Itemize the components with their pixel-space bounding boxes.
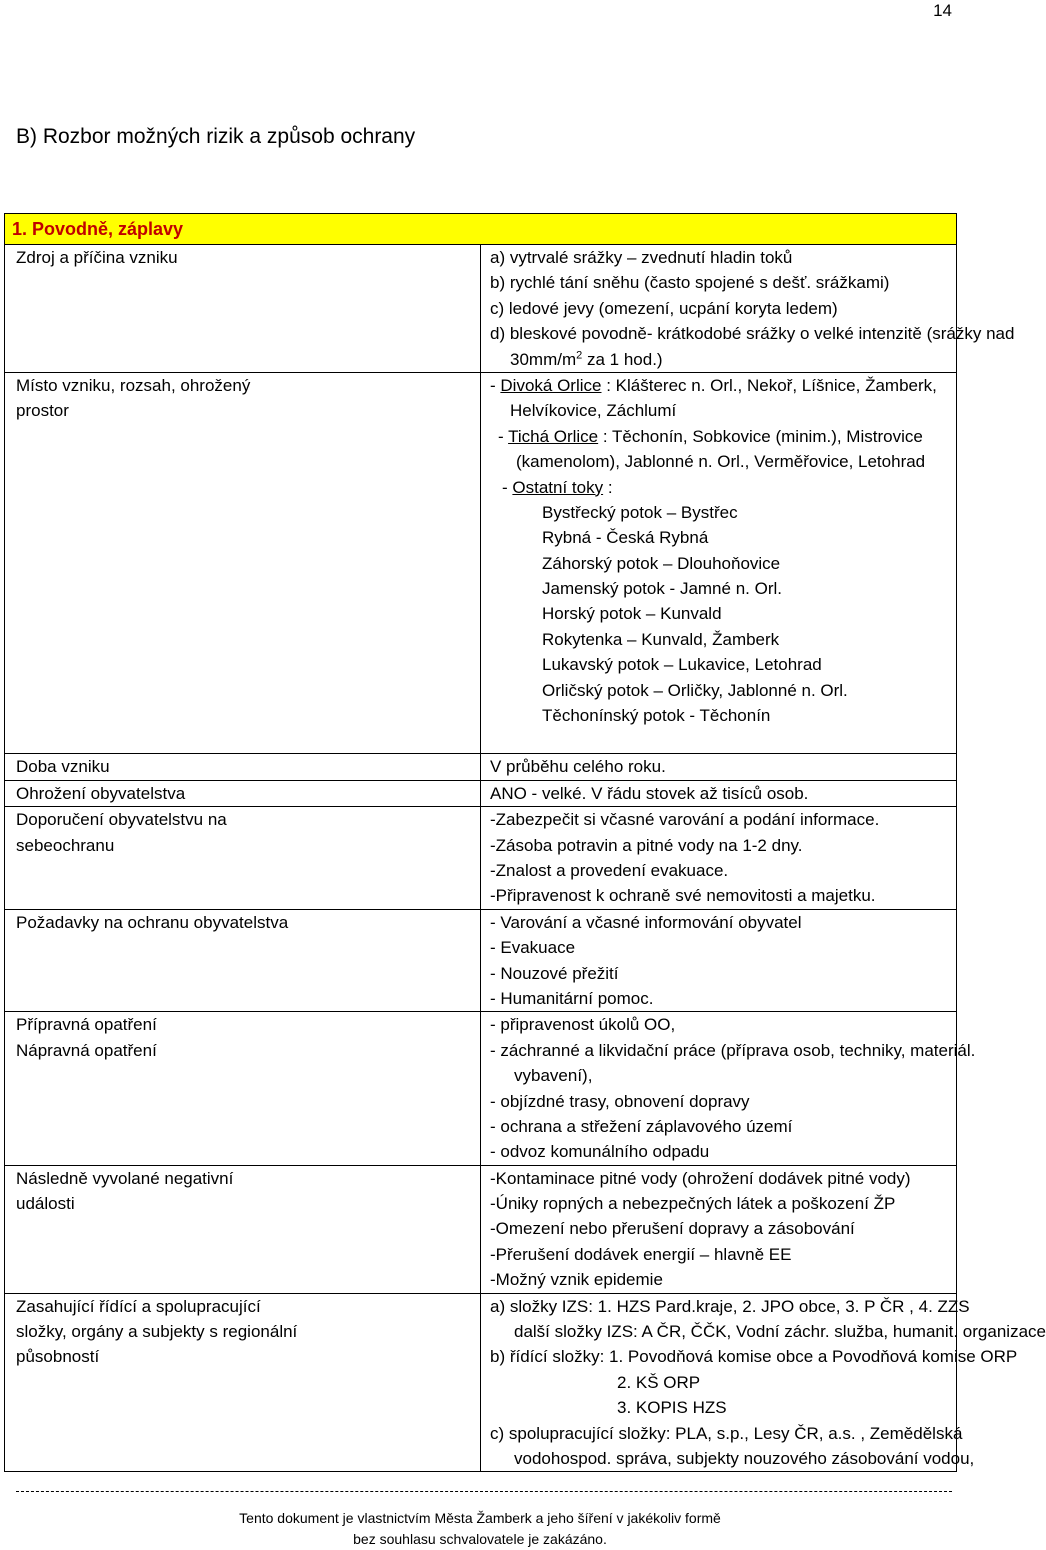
requirement-item: - Evakuace xyxy=(490,938,576,958)
stream-item: Horský potok – Kunvald xyxy=(542,604,722,624)
component-line: c) spolupracující složky: PLA, s.p., Lesy ČR, a.s. , Zemědělská xyxy=(490,1423,963,1443)
row-value-cell xyxy=(481,245,1015,373)
place-label: prostor xyxy=(16,401,69,421)
measure-item: - připravenost úkolů OO, xyxy=(490,1015,676,1035)
stream-item: Jamenský potok - Jamné n. Orl. xyxy=(542,579,782,599)
spacer xyxy=(490,728,956,753)
components-label: Zasahující řídící a spolupracující xyxy=(16,1296,261,1316)
table-row xyxy=(5,245,957,373)
recommend-label: Doporučení obyvatelstvu na xyxy=(16,810,227,830)
row-value-cell xyxy=(481,1165,957,1293)
river-name: Divoká Orlice xyxy=(500,375,602,395)
components-label: působností xyxy=(16,1347,100,1367)
ostatni-toky-line xyxy=(490,475,956,500)
divoka-orlice-line xyxy=(490,373,956,398)
table-row xyxy=(5,909,957,1012)
table-row xyxy=(5,1012,957,1165)
duration-value: V průběhu celého roku. xyxy=(490,757,666,777)
source-label: Zdroj a příčina vzniku xyxy=(16,248,178,267)
footer xyxy=(0,1508,960,1550)
stream-item: Rokytenka – Kunvald, Žamberk xyxy=(542,629,780,649)
requirement-item: - Humanitární pomoc. xyxy=(490,988,654,1008)
row-value-cell xyxy=(481,780,957,806)
consequence-item: -Úniky ropných a nebezpečných látek a poškození ŽP xyxy=(490,1194,896,1214)
measures-label: Nápravná opatření xyxy=(16,1040,157,1060)
section-heading: B) Rozbor možných rizik a způsob ochrany xyxy=(16,125,416,148)
consequences-label: události xyxy=(16,1194,75,1214)
recommend-item: -Připravenost k ochraně své nemovitosti a majetku. xyxy=(490,886,876,906)
ticha-orlice-line xyxy=(490,424,956,449)
threat-value: ANO - velké. V řádu stovek až tisíců osob. xyxy=(490,783,809,803)
source-line xyxy=(490,347,956,372)
requirements-label: Požadavky na ochranu obyvatelstva xyxy=(16,912,289,932)
row-value-cell xyxy=(481,754,957,780)
recommend-item: -Zabezpečit si včasné varování a podání informace. xyxy=(490,810,880,830)
measure-item-cont: vybavení), xyxy=(514,1066,593,1086)
row-label-cell xyxy=(5,1165,481,1293)
recommend-item: -Zásoba potravin a pitné vody na 1-2 dny. xyxy=(490,835,803,855)
table-row xyxy=(5,1293,957,1472)
consequences-label: Následně vyvolané negativní xyxy=(16,1168,234,1188)
threat-label: Ohrožení obyvatelstva xyxy=(16,783,186,803)
row-label-cell xyxy=(5,245,481,373)
row-label-cell xyxy=(5,1293,481,1472)
page-number: 14 xyxy=(933,1,952,20)
source-line: d) bleskové povodně- krátkodobé srážky o velké intenzitě (srážky nad xyxy=(490,324,1015,344)
risk-table xyxy=(4,213,1046,1472)
requirement-item: - Varování a včasné informování obyvatel xyxy=(490,912,802,932)
source-line: a) vytrvalé srážky – zvednutí hladin toků xyxy=(490,248,793,267)
row-label-cell xyxy=(5,754,481,780)
stream-item: Lukavský potok – Lukavice, Letohrad xyxy=(542,655,822,675)
table-title: 1. Povodně, záplavy xyxy=(12,219,184,239)
row-label-cell xyxy=(5,372,481,753)
row-label-cell xyxy=(5,807,481,910)
list-dash: - xyxy=(490,375,501,395)
table-row xyxy=(5,807,957,910)
consequence-item: -Možný vznik epidemie xyxy=(490,1270,663,1290)
recommend-item: -Znalost a provedení evakuace. xyxy=(490,860,729,880)
component-line: 2. KŠ ORP xyxy=(617,1372,701,1392)
consequence-item: -Omezení nebo přerušení dopravy a zásobování xyxy=(490,1219,855,1239)
measure-item: - objízdné trasy, obnovení dopravy xyxy=(490,1091,750,1111)
footer-line: Tento dokument je vlastnictvím Města Žamberk a jeho šíření v jakékoliv formě xyxy=(239,1510,721,1526)
rain-unit-exponent: 2 xyxy=(576,348,583,361)
requirement-item: - Nouzové přežití xyxy=(490,963,619,983)
recommend-label: sebeochranu xyxy=(16,835,115,855)
row-value-cell xyxy=(481,1012,976,1165)
consequence-item: -Kontaminace pitné vody (ohrožení dodávek pitné vody) xyxy=(490,1168,911,1188)
river-name: Tichá Orlice xyxy=(508,426,599,446)
row-label-cell xyxy=(5,1012,481,1165)
measure-item: - ochrana a střežení záplavového území xyxy=(490,1116,793,1136)
table-title-row xyxy=(5,214,957,245)
ticha-orlice-cont: (kamenolom), Jablonné n. Orl., Verměřovice, Letohrad xyxy=(516,452,926,472)
component-line: 3. KOPIS HZS xyxy=(617,1398,727,1418)
component-line: další složky IZS: A ČR, ČČK, Vodní záchr. služba, humanit. organizace xyxy=(514,1322,1046,1342)
river-places: : Klášterec n. Orl., Nekoř, Líšnice, Žamberk, xyxy=(601,375,937,395)
row-value-cell xyxy=(481,1293,1046,1472)
component-line: vodohospod. správa, subjekty nouzového zásobování vodou, xyxy=(514,1448,975,1468)
river-name: Ostatní toky xyxy=(512,477,604,497)
river-places: : Těchonín, Sobkovice (minim.), Mistrovice xyxy=(598,426,923,446)
consequence-item: -Přerušení dodávek energií – hlavně EE xyxy=(490,1244,792,1264)
row-label-cell xyxy=(5,780,481,806)
row-label-cell xyxy=(5,909,481,1012)
table-row xyxy=(5,754,957,780)
place-label: Místo vzniku, rozsah, ohrožený xyxy=(16,375,251,395)
source-line: c) ledové jevy (omezení, ucpání koryta ledem) xyxy=(490,298,838,318)
rain-unit-rest: za 1 hod.) xyxy=(582,349,663,369)
source-line: b) rychlé tání sněhu (často spojené s dešť. srážkami) xyxy=(490,273,890,293)
components-label: složky, orgány a subjekty s regionální xyxy=(16,1322,298,1342)
river-places: : xyxy=(603,477,613,497)
list-dash: - xyxy=(502,477,513,497)
footer-divider xyxy=(16,1491,952,1492)
table-row xyxy=(5,372,957,753)
stream-item: Rybná - Česká Rybná xyxy=(542,528,709,548)
component-line: a) složky IZS: 1. HZS Pard.kraje, 2. JPO obce, 3. P ČR , 4. ZZS xyxy=(490,1296,970,1316)
stream-item: Těchonínský potok - Těchonín xyxy=(542,706,771,726)
row-value-cell xyxy=(481,909,957,1012)
row-value-cell xyxy=(481,372,957,753)
rain-unit: 30mm/m xyxy=(510,349,577,369)
measure-item: - záchranné a likvidační práce (příprava osob, techniky, materiál. xyxy=(490,1040,976,1060)
divoka-orlice-cont: Helvíkovice, Záchlumí xyxy=(510,401,677,421)
row-value-cell xyxy=(481,807,957,910)
measures-label: Přípravná opatření xyxy=(16,1015,157,1035)
component-line: b) řídící složky: 1. Povodňová komise obce a Povodňová komise ORP xyxy=(490,1347,1018,1367)
table-row xyxy=(5,780,957,806)
measure-item: - odvoz komunálního odpadu xyxy=(490,1142,710,1162)
footer-line: bez souhlasu schvalovatele je zakázáno. xyxy=(353,1531,607,1547)
stream-item: Orličský potok – Orličky, Jablonné n. Orl. xyxy=(542,680,848,700)
stream-item: Záhorský potok – Dlouhoňovice xyxy=(542,553,781,573)
list-dash: - xyxy=(498,426,509,446)
stream-item: Bystřecký potok – Bystřec xyxy=(542,502,738,522)
table-row xyxy=(5,1165,957,1293)
table-title-cell xyxy=(5,214,957,245)
duration-label: Doba vzniku xyxy=(16,757,110,777)
